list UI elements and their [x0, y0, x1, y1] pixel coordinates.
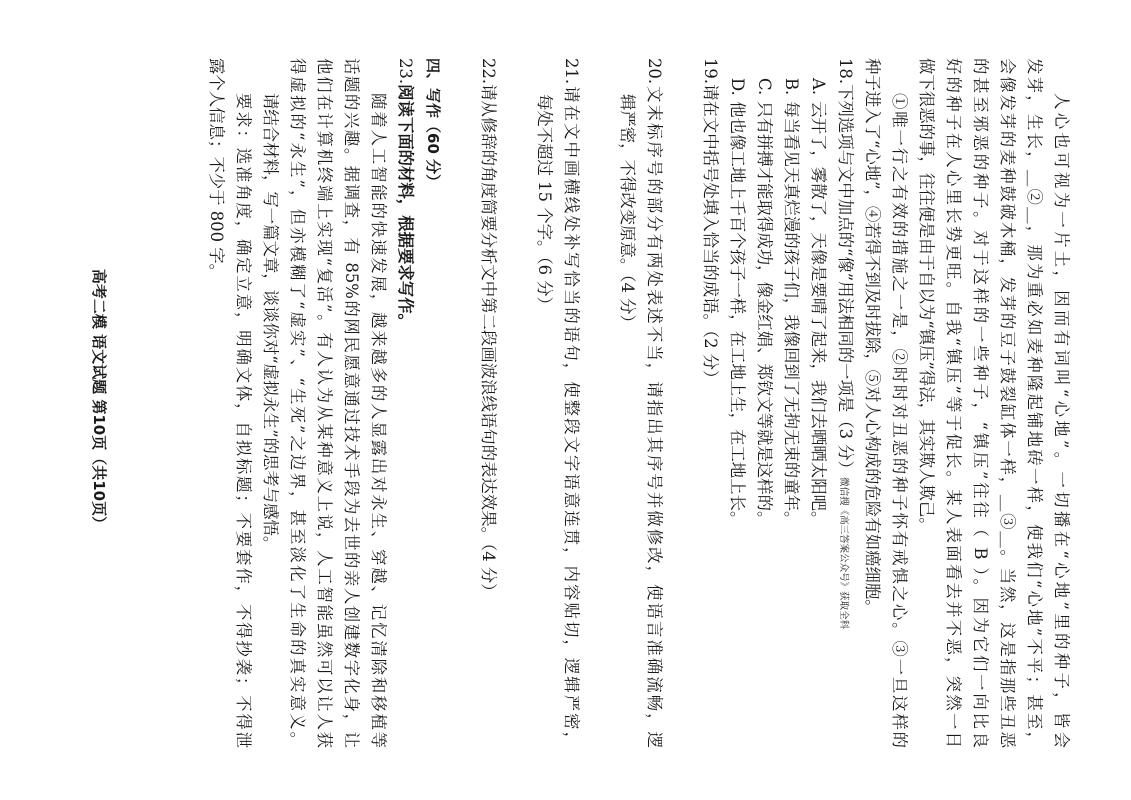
passage-line: 好的种子在人心里长势更旺。自我“镇压”等于促长。某人表面看去并不恶，突然一日	[944, 58, 963, 748]
watermark-text: 微信搜《高三答案公众号》获取全科	[838, 477, 849, 630]
page-footer: 高考二模 语文试题 第10页（共10页）	[90, 268, 108, 532]
writing-prompt: 请结合材料，写一篇文章，谈谈你对“虚拟永生”的思考与感悟。	[261, 93, 280, 553]
question-20	[641, 58, 668, 748]
question-text: 请从修辞的角度简要分析文中第二段画波浪线语句的表达效果。（4 分）	[479, 84, 498, 600]
question-19	[697, 58, 724, 748]
question-number: 23.	[396, 58, 415, 85]
material-line: 得虚拟的“永生”，但亦模糊了“虚实”、“生死”之边界，甚至淡化了生命的真实意义。	[288, 58, 307, 748]
question-number: 18.	[836, 58, 855, 85]
exam-content	[203, 58, 1075, 748]
option-label: C.	[755, 78, 774, 96]
question-stem: 下列选项与文中加点的“像”用法相同的一项是（3 分）	[836, 84, 855, 478]
question-text: 请在文中画横线处补写恰当的语句，使整段文字语意连贯，内容贴切，逻辑严密，	[562, 84, 581, 748]
option-a	[805, 58, 832, 748]
option-text: 每当看见天真烂漫的孩子们，我像回到了无拘无束的童年。	[782, 101, 801, 528]
question-number: 20.	[645, 58, 664, 85]
question-number: 19.	[701, 58, 720, 85]
option-text: 只有拼搏才能取得成功，像金红娟、郑钦文等就是这样的。	[755, 101, 774, 528]
passage-line: 的甚至邪恶的种子。对于这样的一些种子，“镇压”往往（ B ）。因为它们一向比良	[971, 58, 990, 748]
option-label: A.	[809, 78, 828, 96]
question-22	[475, 58, 502, 748]
question-20-cont: 辑严密，不得改变原意。（4 分）	[618, 94, 637, 331]
material-line: 随着人工智能的快速发展，越来越多的人显露出对永生、穿越、记忆清除和移植等	[369, 93, 388, 748]
writing-requirements-cont: 露个人信息；不少于 800 字。	[207, 58, 226, 281]
passage-line: 人心也可视为一片土，因而有词叫“心地”。一切播在“心地”里的种子，皆会	[1052, 93, 1071, 748]
material-line: 话题的兴趣。据调查，有 85%的网民愿意通过技术手段为去世的亲人创建数字化身，让	[342, 58, 361, 748]
option-text: 他也像工地上千百个孩子一样，在工地上生，在工地上长。	[728, 101, 747, 528]
option-label: D.	[728, 78, 747, 96]
option-text: 云开了，雾散了，天像是要晴了起来，我们去晒晒太阳吧。	[809, 101, 828, 528]
question-title: 阅读下面的材料，根据要求写作。	[396, 84, 415, 330]
question-21	[558, 58, 585, 748]
question-text: 文末标序号的部分有两处表述不当，请指出其序号并做修改，使语言准确流畅，逻	[645, 84, 664, 748]
numbered-sentences-line: ①唯一行之有效的措施之一是，②时时对丑恶的种子怀有戒惧之心。③一旦这样的	[890, 93, 909, 748]
numbered-sentences-line: 种子进入了“心地”，④若得不到及时拔除，⑤对人心构成的危险有如癌细胞。	[863, 58, 882, 616]
question-23	[392, 58, 419, 748]
option-d	[724, 58, 751, 748]
section-title: 四、写作（60 分）	[424, 58, 442, 190]
passage-line: 会像发芽的麦种鼓破木桶，发芽的豆子鼓裂缸体一样，＿③＿。当然，这是指那些丑恶	[998, 58, 1017, 748]
question-18	[832, 58, 859, 748]
passage-line: 做下很恶的事，往往便是由于自以为“镇压”得法，其实欺人欺己。	[917, 58, 936, 534]
option-label: B.	[782, 78, 801, 96]
question-number: 22.	[479, 58, 498, 85]
option-b	[778, 58, 805, 748]
question-21-cont: 每处不超过 15 个字。（6 分）	[535, 94, 554, 314]
option-c	[751, 58, 778, 748]
writing-requirements: 要求：选准角度，确定立意，明确文体，自拟标题；不要套作，不得抄袭；不得泄	[234, 93, 253, 748]
passage-line: 发芽，生长，＿②＿，那为重必如麦种隆起铺地砖一样，使我们“心地”不平；甚至，	[1025, 58, 1044, 748]
question-text: 请在文中括号处填入恰当的成语。（2 分）	[701, 84, 720, 387]
material-line: 他们在计算机终端上实现“复活”。有人认为从某种意义上说，人工智能虽然可以让人获	[315, 58, 334, 748]
question-number: 21.	[562, 58, 581, 85]
